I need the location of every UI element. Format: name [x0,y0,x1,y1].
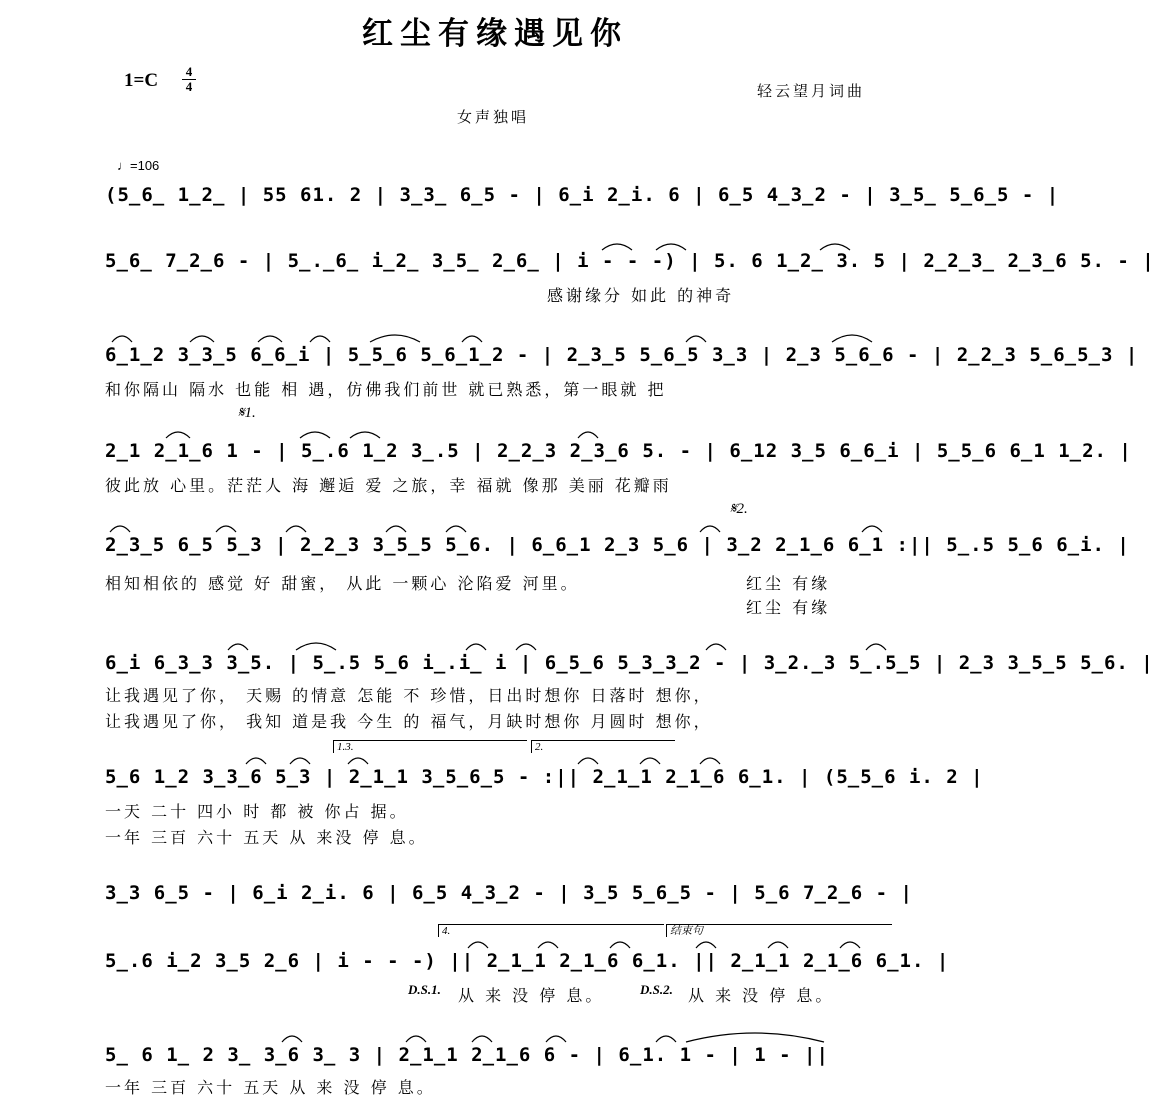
volta-2-bracket: 2. [531,740,675,753]
slur-arc [578,432,598,438]
slur-arc [386,526,406,532]
slur-arc [406,1036,426,1042]
slur-arc [286,526,306,532]
notation: 2̲3̲5 6̲5 5̲3 | 2̲2̲3 3̲5̲5 5̲6. | 6̲6̲1 2̲3 5̲6 | 3̲2 2̲1̲6 6̲1 :|| 5̲.5 5̲6 6̲i. | [105,534,1130,556]
slur-arc [348,758,368,764]
volta-4-bracket: 4. [438,924,664,937]
slur-arc [516,644,536,650]
slur-arc [686,336,706,342]
performance-note: 女声独唱 [457,108,530,126]
slur-arc [640,758,660,764]
notation: (5̲6̲ 1̲2̲ | 55 61. 2 | 3̲3̲ 6̲5 - | 6̲i 2̲i. 6 | 6̲5 4̲3̲2 - | 3̲5̲ 5̲6̲5 - | [105,184,1060,206]
slur-arc [310,336,330,342]
notation: 2̲1 2̲1̲6 1 - | 5̲.6 1̲2 3̲.5 | 2̲2̲3 2̲3̲6 5. - | 6̲12 3̲5 6̲6̲i | 5̲5̲6 6̲1 1̲2. | [105,440,1132,462]
lyric-line-3: 和你隔山 隔水 也能 相 遇，仿佛我们前世 就已熟悉，第一眼就 把 [105,380,667,399]
slur-arc [446,526,466,532]
slur-arc [296,643,336,650]
notation: 5̲ 6 1̲ 2 3̲ 3̲6 3̲ 3 | 2̲1̲1 2̲1̲6 6 - | 6̲1. 1 - | 1 - || [105,1044,829,1066]
slur-arc [656,244,686,250]
lyric-line-7-verse-1: 一天 二十 四小 时 都 被 你占 据。 [105,802,409,821]
slur-arc [700,758,720,764]
slur-arc [768,942,788,948]
slur-arc [472,1036,492,1042]
slur-arc [370,335,420,342]
slur-arc [546,1036,566,1042]
slur-arc [706,644,726,650]
slur-arc [656,1036,676,1042]
slur-arc [468,942,488,948]
notation: 5̲.6 i̲2 3̲5 2̲6 | i - - -) || 2̲1̲1 2̲1̲6 6̲1. || 2̲1̲1 2̲1̲6 6̲1. | [105,950,950,972]
slur-arc [228,644,248,650]
slur-arc [246,758,266,764]
slur-arc [696,942,716,948]
lyric-line-4: 彼此放 心里。茫茫人 海 邂逅 爱 之旅，幸 福就 像那 美丽 花瓣雨 [105,476,672,495]
tempo-marking: ♩=106 [117,158,160,173]
lyric-side-verse-2: 红尘 有缘 [746,598,831,617]
dal-segno-1: D.S.1. [408,982,441,997]
slur-arc [290,758,310,764]
slur-arc [610,942,630,948]
notation: 5̲6 1̲2 3̲3̲6 5̲3 | 2̲1̲1 3̲5̲6̲5 - :|| 2̲1̲1 2̲1̲6 6̲1. | (5̲5̲6 i. 2 | [105,766,984,788]
notation: 6̲1̲2 3̲3̲5 6̲6̲i | 5̲5̲6 5̲6̲1̲2 - | 2̲3̲5 5̲6̲5 3̲3 | 2̲3 5̲6̲6 - | 2̲2̲3 5̲6̲5̲3 | [105,344,1139,366]
time-signature-bottom: 4 [185,79,193,94]
slur-arc [862,526,882,532]
notation: 6̲i 6̲3̲3 3̲5. | 5̲.5 5̲6 i̲.i̲ i | 6̲5̲6 5̲3̲3̲2 - | 3̲2.̲3 5̲.5̲5 | 2̲3 3̲5̲5 5̲6. | [105,652,1154,674]
slur-arc [686,1033,824,1042]
slur-arc [866,644,886,650]
slur-arc [258,336,282,342]
slur-arc [820,244,850,250]
ending-phrase-bracket: 结束句 [666,924,892,937]
lyric-line-2: 感谢缘分 如此 的神奇 [547,286,735,305]
slur-arc [350,432,380,438]
slur-arc [602,244,632,250]
lyric-line-10: 一年 三百 六十 五天 从 来 没 停 息。 [105,1078,436,1097]
slur-arc [112,336,132,342]
lyric-line-9-b: 从 来 没 停 息。 [688,986,835,1005]
segno-1-marker: 𝄋1. [238,405,256,421]
lyric-line-9-a: 从 来 没 停 息。 [458,986,605,1005]
slur-arc [578,758,598,764]
song-title: 红尘有缘遇见你 [362,16,628,52]
lyric-line-7-verse-2: 一年 三百 六十 五天 从 来没 停 息。 [105,828,428,847]
slur-arc [216,526,236,532]
slur-arc [190,336,214,342]
slur-arc [300,432,330,438]
segno-2-marker: 𝄋2. [730,501,748,517]
slur-arc [832,335,872,342]
slur-arc [700,526,720,532]
slur-arc [840,942,860,948]
lyric-line-5: 相知相依的 感觉 好 甜蜜， 从此 一颗心 沦陷爱 河里。 [105,574,580,593]
notation: 5̲6̲ 7̲2̲6 - | 5̲.̲6̲ i̲2̲ 3̲5̲ 2̲6̲ | i - - -) | 5. 6 1̲2̲ 3. 5 | 2̲2̲3̲ 2̲3̲6 5. - | [105,250,1155,272]
dal-segno-2: D.S.2. [640,982,673,997]
slur-arc [110,526,130,532]
volta-1-3-bracket: 1.3. [333,740,527,753]
slur-arc [462,336,482,342]
slur-arc [166,432,190,438]
lyric-side-verse-1: 红尘 有缘 [746,574,831,593]
composer-credit: 轻云望月词曲 [757,82,866,100]
lyric-line-6-verse-1: 让我遇见了你， 天赐 的情意 怎能 不 珍惜，日出时想你 日落时 想你， [105,686,713,705]
lyric-line-6-verse-2: 让我遇见了你， 我知 道是我 今生 的 福气，月缺时想你 月圆时 想你， [105,712,713,731]
slur-arc [466,644,486,650]
key-signature: 1=C [124,70,159,91]
time-signature-top: 4 [185,64,193,79]
slur-arc [538,942,558,948]
notation: 3̲3 6̲5 - | 6̲i 2̲i. 6 | 6̲5 4̲3̲2 - | 3̲5 5̲6̲5 - | 5̲6 7̲2̲6 - | [105,882,913,904]
slur-arc [282,1036,302,1042]
